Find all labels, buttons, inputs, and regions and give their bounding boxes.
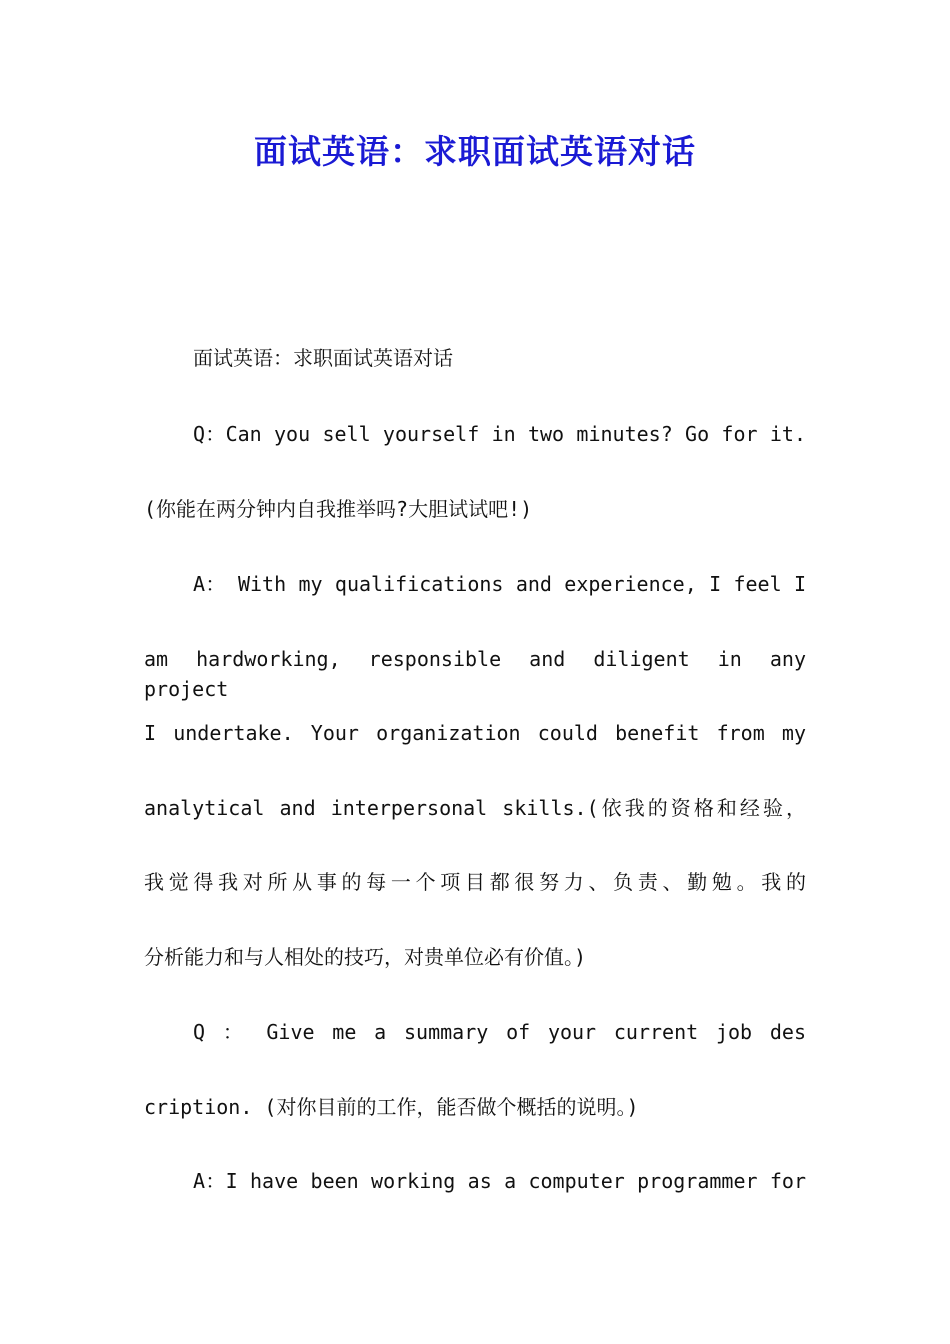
question-line: cription. (对你目前的工作，能否做个概括的说明。)	[144, 1095, 639, 1119]
paragraph-heading: 面试英语：求职面试英语对话	[193, 346, 453, 370]
translation-line: 我觉得我对所从事的每一个项目都很努力、负责、勤勉。我的	[144, 870, 806, 894]
question-line: Q ： Give me a summary of your current job des	[193, 1020, 806, 1044]
answer-line: analytical and interpersonal skills.(依我的资格和经验，	[144, 796, 806, 820]
answer-line: am hardworking, responsible and diligent in any project	[144, 647, 806, 701]
question-line: Q：Can you sell yourself in two minutes? Go for it.	[193, 422, 806, 446]
answer-line: A： With my qualifications and experience, I feel I	[193, 572, 806, 596]
translation-line: 分析能力和与人相处的技巧，对贵单位必有价值。)	[144, 945, 587, 969]
translation-line: (你能在两分钟内自我推举吗?大胆试试吧!)	[144, 497, 533, 521]
answer-line: I undertake. Your organization could benefit from my	[144, 721, 806, 745]
document-title: 面试英语：求职面试英语对话	[254, 132, 696, 171]
answer-line: A：I have been working as a computer programmer for	[193, 1169, 806, 1193]
